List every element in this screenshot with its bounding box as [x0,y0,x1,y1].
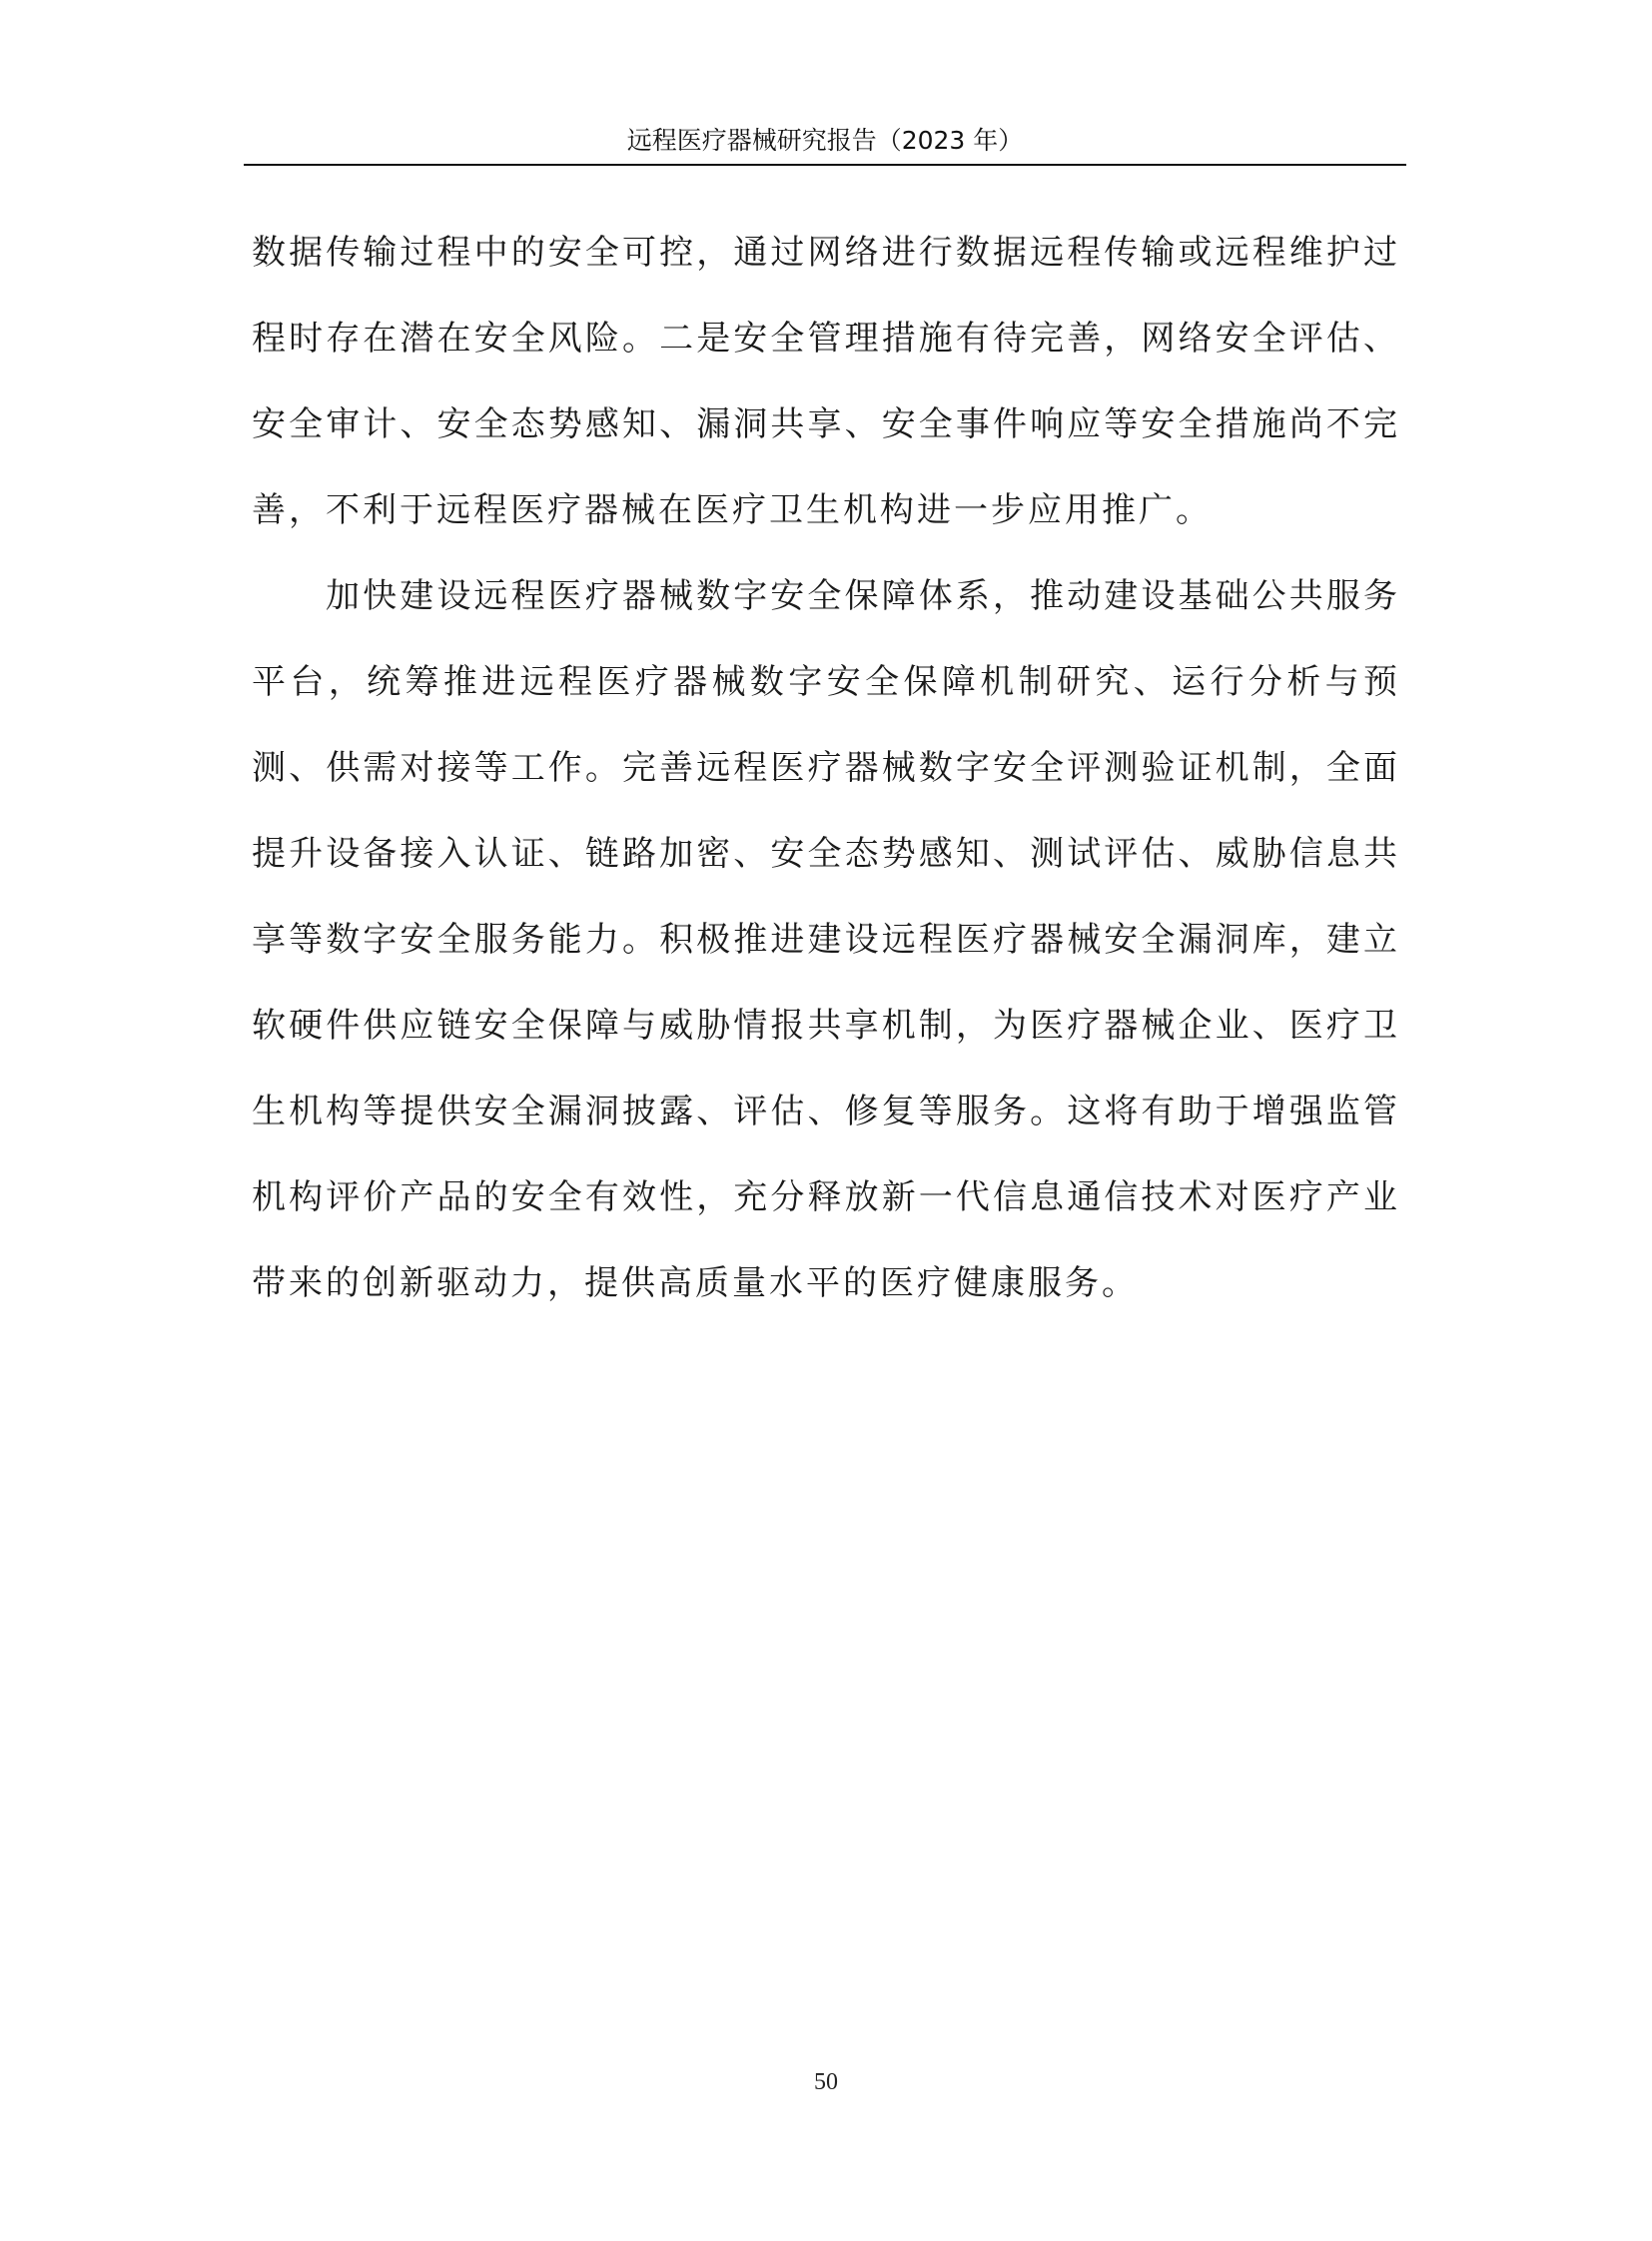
running-header: 远程医疗器械研究报告（2023 年） [626,126,1024,155]
paragraph-security-system: 加快建设远程医疗器械数字安全保障体系，推动建设基础公共服务平台，统筹推进远程医疗器械数字安全保障机制研究、运行分析与预测、供需对接等工作。完善远程医疗器械数字安全评测验证机制，全面提升设备接入认证、链路加密、安全态势感知、测试评估、威胁信息共享等数字安全服务能力。积极推进建设远程医疗器械安全漏洞库，建立软硬件供应链安全保障与威胁情报共享机制，为医疗器械企业、医疗卫生机构等提供安全漏洞披露、评估、修复等服务。这将有助于增强监管机构评价产品的安全有效性，充分释放新一代信息通信技术对医疗产业带来的创新驱动力，提供高质量水平的医疗健康服务。 [252,576,1400,1303]
page-number: 50 [814,2069,838,2095]
paragraph-continued: 数据传输过程中的安全可控，通过网络进行数据远程传输或远程维护过程时存在潜在安全风险。二是安全管理措施有待完善，网络安全评估、安全审计、安全态势感知、漏洞共享、安全事件响应等安全措施尚不完善，不利于远程医疗器械在医疗卫生机构进一步应用推广。 [252,233,1400,530]
header-divider [244,164,1406,166]
body-text [252,210,1400,1326]
